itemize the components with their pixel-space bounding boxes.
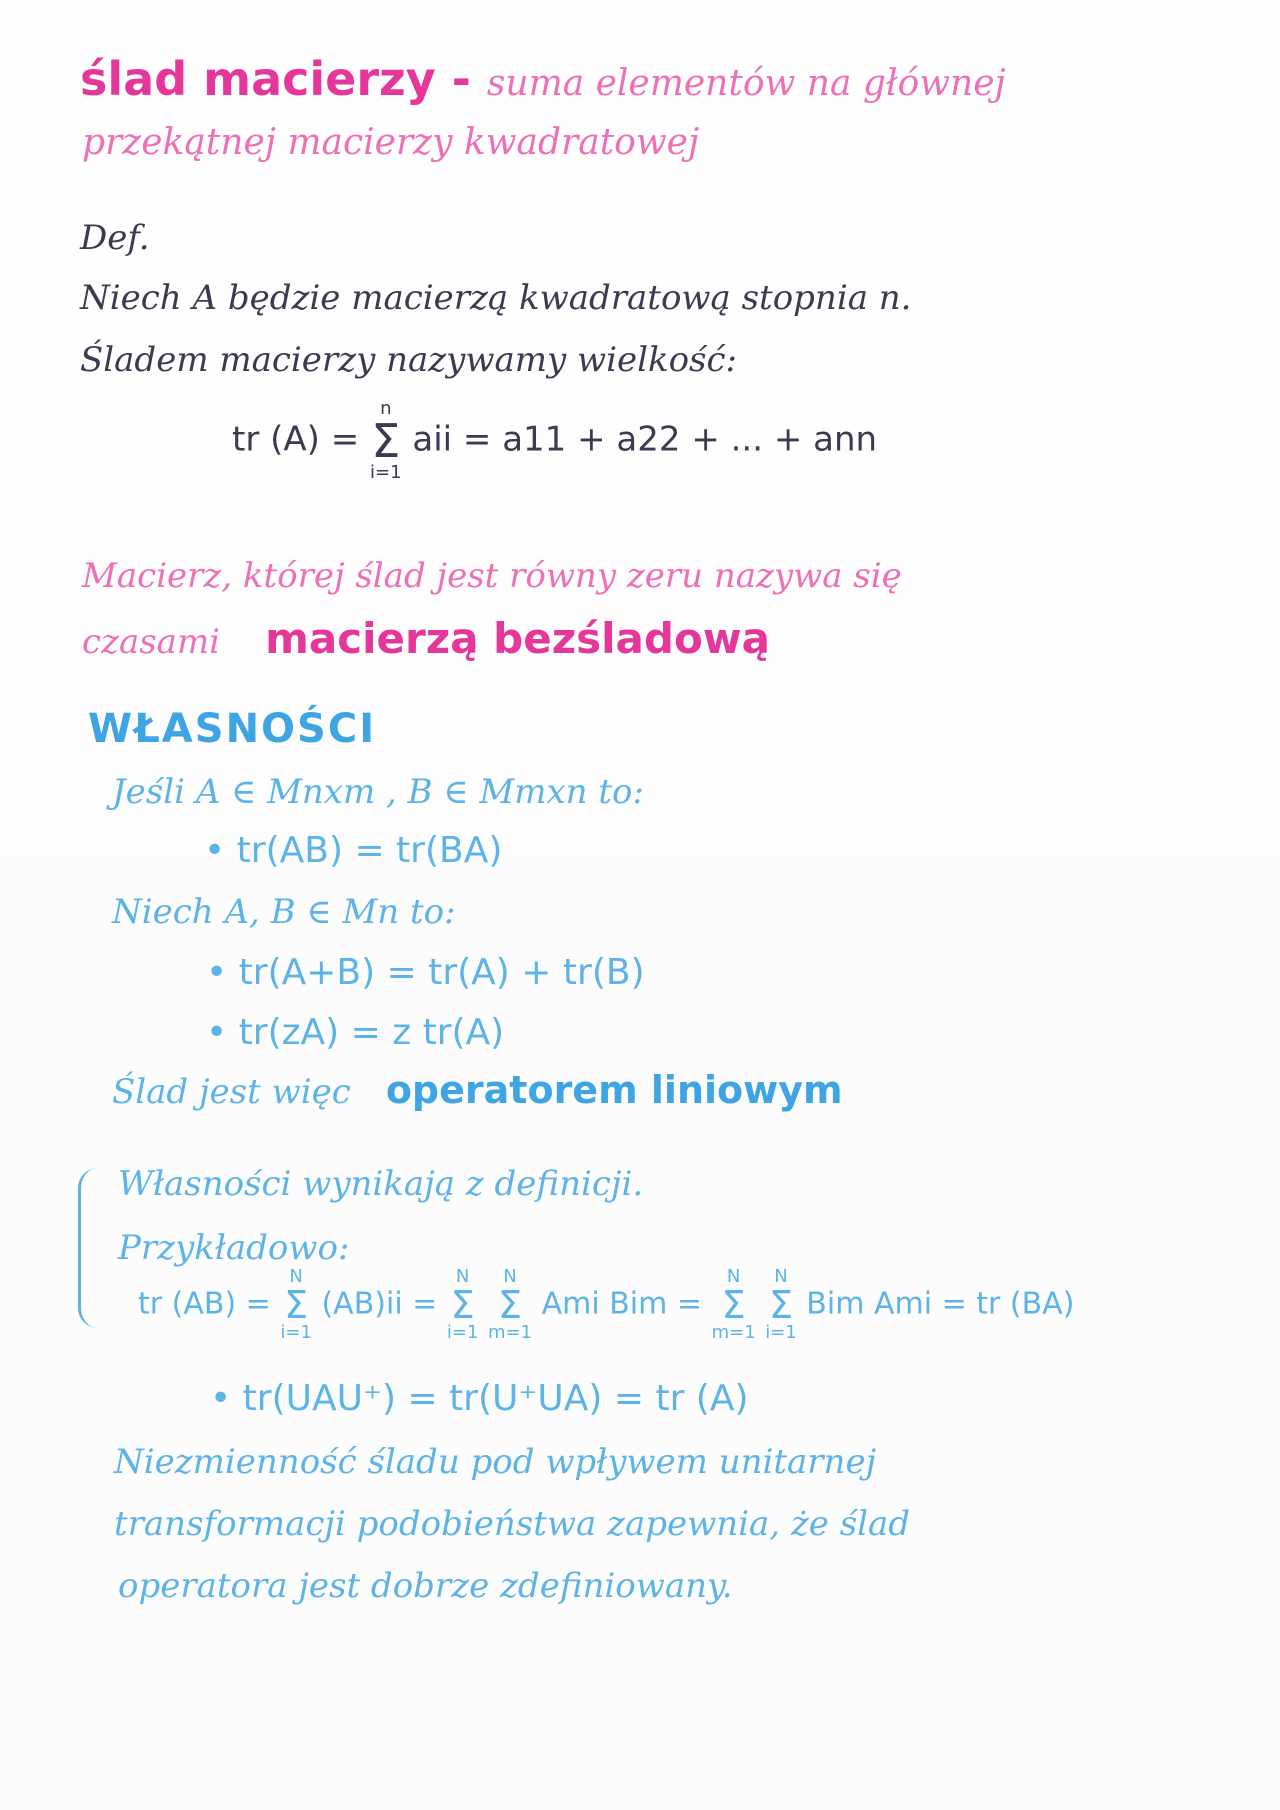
sum-lower: i=1	[370, 462, 402, 483]
property-trace-product: • tr(AB) = tr(BA)	[204, 830, 503, 871]
trace-formula-right: aii = a11 + a22 + ... + ann	[412, 419, 878, 460]
properties-if-line: Jeśli A ∈ Mnxm , B ∈ Mmxn to:	[112, 772, 644, 812]
traceless-term: macierzą bezśladową	[265, 614, 770, 663]
sum-4-lower: m=1	[711, 1322, 756, 1343]
derivation-line-1: Własności wynikają z definicji.	[118, 1164, 644, 1204]
traceless-line-2	[82, 614, 770, 663]
sigma-icon: Σ	[284, 1283, 309, 1327]
trace-formula-left: tr (A) =	[232, 419, 360, 460]
sigma-icon: Σ	[450, 1283, 475, 1327]
unitary-line-3: operatora jest dobrze zdefiniowany.	[118, 1566, 733, 1606]
title-line-1	[80, 52, 1006, 106]
definition-label: Def.	[80, 218, 150, 258]
derivation-part-a: tr (AB) =	[138, 1286, 271, 1322]
definition-line-1: Niech A będzie macierzą kwadratową stopnia n.	[80, 278, 912, 318]
derivation-part-b: (AB)ii =	[321, 1286, 438, 1322]
sum-upper: n	[380, 398, 392, 419]
properties-heading: WŁASNOŚCI	[88, 706, 377, 752]
properties-let-line: Niech A, B ∈ Mn to:	[112, 892, 456, 932]
sum-5-upper: N	[774, 1266, 788, 1287]
sum-symbol-1	[280, 1268, 312, 1342]
linear-line	[112, 1068, 843, 1112]
sum-symbol	[370, 400, 402, 482]
sum-3-lower: m=1	[487, 1322, 533, 1343]
unitary-line-2: transformacji podobieństwa zapewnia, że ślad	[114, 1504, 911, 1544]
sum-4-upper: N	[726, 1266, 741, 1287]
trace-formula	[232, 400, 877, 482]
property-trace-sum: • tr(A+B) = tr(A) + tr(B)	[206, 952, 645, 993]
property-trace-unitary: • tr(UAU⁺) = tr(U⁺UA) = tr (A)	[210, 1378, 749, 1419]
derivation-line-2: Przykładowo:	[118, 1228, 350, 1268]
sigma-icon: Σ	[498, 1283, 523, 1327]
sum-5-lower: i=1	[765, 1322, 797, 1343]
sum-symbol-4	[712, 1268, 756, 1342]
traceless-prefix: czasami	[82, 622, 221, 662]
derivation-part-c: Ami Bim =	[541, 1286, 703, 1322]
traceless-line-1: Macierz, której ślad jest równy zeru nazywa się	[82, 556, 902, 596]
sigma-icon: Σ	[371, 414, 401, 468]
derivation-formula	[138, 1268, 1074, 1342]
title-definition-1: suma elementów na głównej	[486, 63, 1006, 104]
sum-symbol-5	[765, 1268, 797, 1342]
definition-line-2: Śladem macierzy nazywamy wielkość:	[80, 340, 738, 380]
unitary-line-1: Niezmienność śladu pod wpływem unitarnej	[114, 1442, 877, 1482]
sum-1-lower: i=1	[280, 1322, 312, 1343]
title-dash: -	[435, 52, 487, 106]
sum-2-lower: i=1	[446, 1322, 479, 1343]
title-term: ślad macierzy	[80, 52, 436, 106]
sum-1-upper: N	[289, 1266, 303, 1287]
property-trace-scalar: • tr(zA) = z tr(A)	[206, 1012, 505, 1053]
brace-icon	[78, 1168, 107, 1328]
sum-3-upper: N	[503, 1266, 517, 1287]
linear-prefix: Ślad jest więc	[112, 1072, 351, 1112]
sigma-icon: Σ	[721, 1283, 746, 1327]
derivation-part-d: Bim Ami = tr (BA)	[806, 1286, 1075, 1322]
title-definition-2: przekątnej macierzy kwadratowej	[82, 122, 700, 163]
sigma-icon: Σ	[768, 1283, 793, 1327]
sum-2-upper: N	[455, 1266, 470, 1287]
sum-symbol-3	[488, 1268, 532, 1342]
sum-symbol-2	[447, 1268, 479, 1342]
linear-term: operatorem liniowym	[385, 1068, 843, 1112]
